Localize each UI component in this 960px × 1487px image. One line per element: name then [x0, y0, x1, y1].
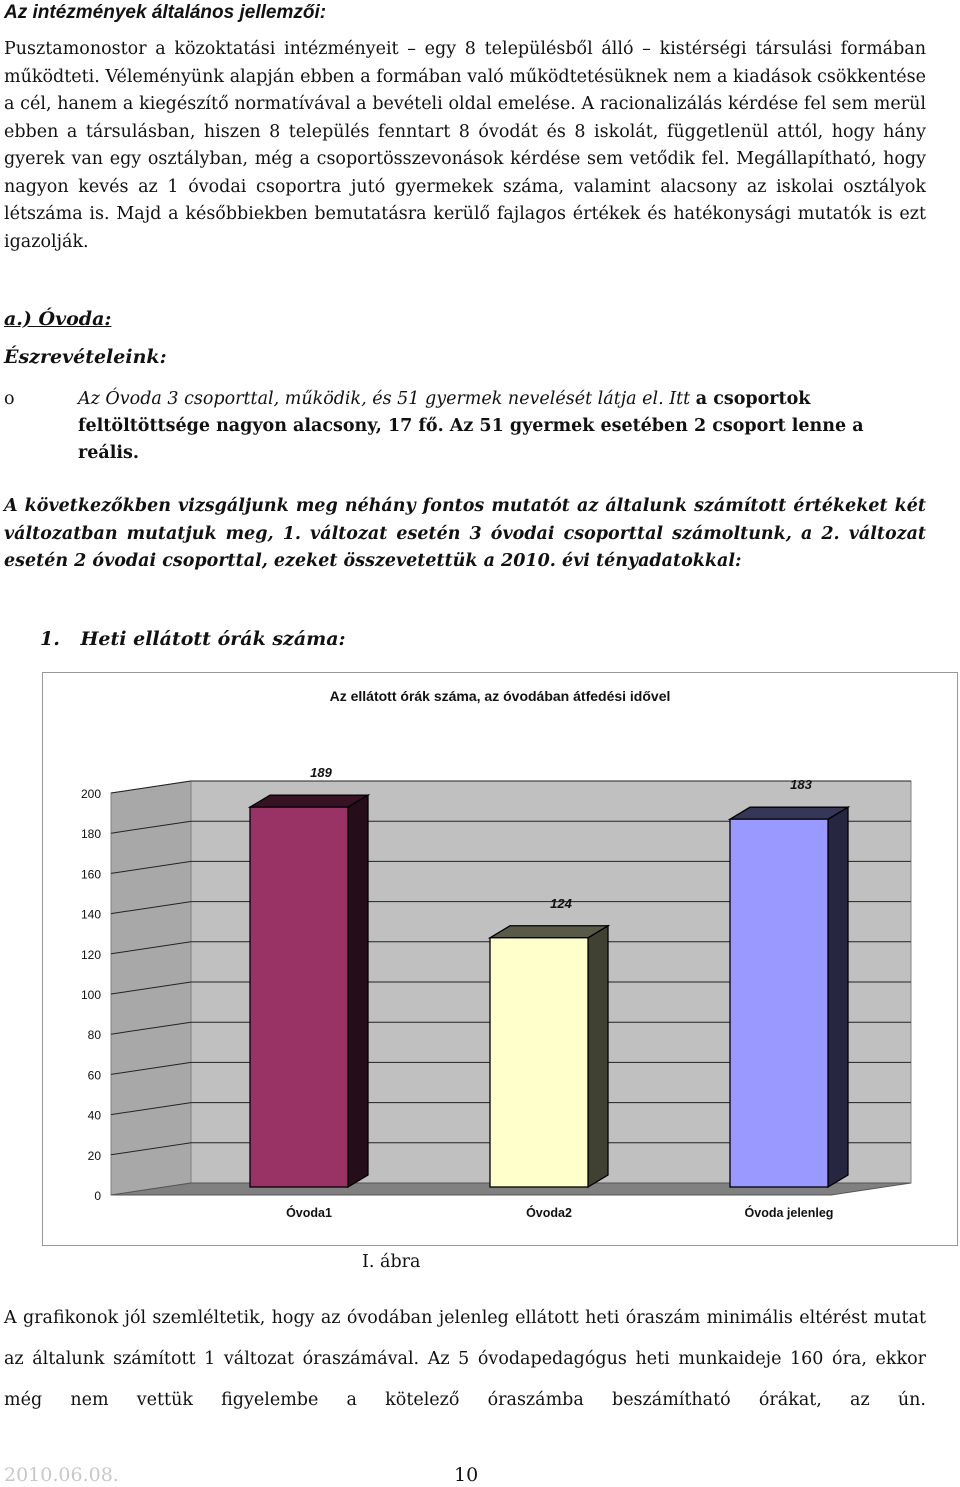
chart-y-tick-label: 180 [80, 827, 101, 842]
item-heading-text: Heti ellátott órák száma: [80, 628, 346, 650]
chart-y-tick-label: 160 [80, 867, 101, 882]
chart-bar-side [828, 807, 848, 1187]
chart-x-tick-label: Óvoda1 [286, 1206, 332, 1220]
chart-y-tick-label: 40 [87, 1108, 101, 1123]
chart-y-tick-label: 140 [80, 907, 101, 922]
chart-y-tick-label: 200 [80, 787, 101, 801]
chart-value-label: 189 [310, 765, 332, 781]
chart-bar-top [250, 795, 368, 807]
chart-y-tick-label: 80 [87, 1028, 101, 1043]
chart-y-tick-label: 20 [87, 1148, 101, 1163]
chart-y-ticks [81, 787, 101, 1203]
intro-paragraph: Pusztamonostor a közoktatási intézményeit – egy 8 településből álló – kistérségi társulási formában működteti. Véleményünk alapján ebben a formában való működtetésüknek nem a kiadások csökkentése a cél, hanem a kiegészítő normatívával a bevételi oldal emelése. A racionalizálás kérdése fel sem merül ebben a társulásban, hiszen 8 település fenntart 8 óvodát és 8 iskolát, függetlenül attól, hogy hány gyerek van egy osztályban, még a csoportösszevonások kérdése sem vetődik fel. Megállapítható, hogy nagyon kevés az 1 óvodai csoportra jutó gyermekek száma, valamint alacsony az iskolai osztályok létszáma is. Majd a későbbiekben bemutatásra kerülő fajlagos értékek és hatékonysági mutatók is ezt igazolják. [4, 39, 926, 252]
chart-y-tick-label: 120 [80, 947, 101, 962]
bullet-bold-text: a csoportok feltöltöttsége nagyon alacsony, 17 fő. Az 51 gyermek esetében 2 csoport lenne a reális. [78, 389, 864, 463]
chart-value-label: 183 [790, 777, 812, 793]
chart-bar-top [730, 807, 848, 819]
section-title: Az intézmények általános jellemzői: [4, 2, 327, 23]
chart-bar [490, 938, 588, 1187]
footer-date: 2010.06.08. [4, 1464, 119, 1486]
bar-chart [43, 673, 957, 1245]
chart-bar [730, 819, 828, 1187]
item-heading [40, 628, 346, 650]
chart-bar-side [588, 926, 608, 1187]
chart-bar-side [348, 795, 368, 1187]
chart-frame [42, 672, 958, 1246]
figure-caption: I. ábra [362, 1252, 421, 1272]
subsection-title: a.) Óvoda: [4, 308, 112, 330]
observations-title: Észrevételeink: [4, 346, 167, 368]
item-heading-number: 1. [40, 628, 60, 650]
bullet-text [78, 386, 928, 467]
bullet-marker: o [4, 389, 15, 409]
chart-x-tick-label: Óvoda2 [526, 1206, 572, 1220]
bullet-italic-text: Az Óvoda 3 csoporttal, működik, és 51 gyermek nevelését látja el. Itt [78, 389, 696, 409]
chart-y-tick-label: 0 [94, 1189, 101, 1203]
chart-value-label: 124 [550, 895, 572, 911]
chart-bar-top [490, 926, 608, 938]
chart-x-ticks [286, 1205, 833, 1220]
chart-bar [250, 807, 348, 1187]
bold-paragraph: A következőkben vizsgáljunk meg néhány fontos mutatót az általunk számított értékeket két változatban mutatjuk meg, 1. változat esetén 3 óvodai csoporttal számoltunk, a 2. változat esetén 2 óvodai csoporttal, ezeket összevetettük a 2010. évi tényadatokkal: [4, 496, 926, 571]
chart-title: Az ellátott órák száma, az óvodában átfedési idővel [329, 688, 671, 704]
chart-y-tick-label: 100 [80, 988, 101, 1002]
closing-paragraph: A grafikonok jól szemléltetik, hogy az óvodában jelenleg ellátott heti óraszám minimális eltérést mutat az általunk számított 1 változat óraszámával. Az 5 óvodapedagógus heti munkaideje 160 óra, ekkor még nem vettük figyelembe a kötelező óraszámba beszámítható órákat, az ún. [4, 1308, 926, 1410]
chart-y-tick-label: 60 [87, 1068, 101, 1083]
chart-x-tick-label: Óvoda jelenleg [744, 1206, 834, 1220]
footer-page-number: 10 [454, 1464, 479, 1486]
